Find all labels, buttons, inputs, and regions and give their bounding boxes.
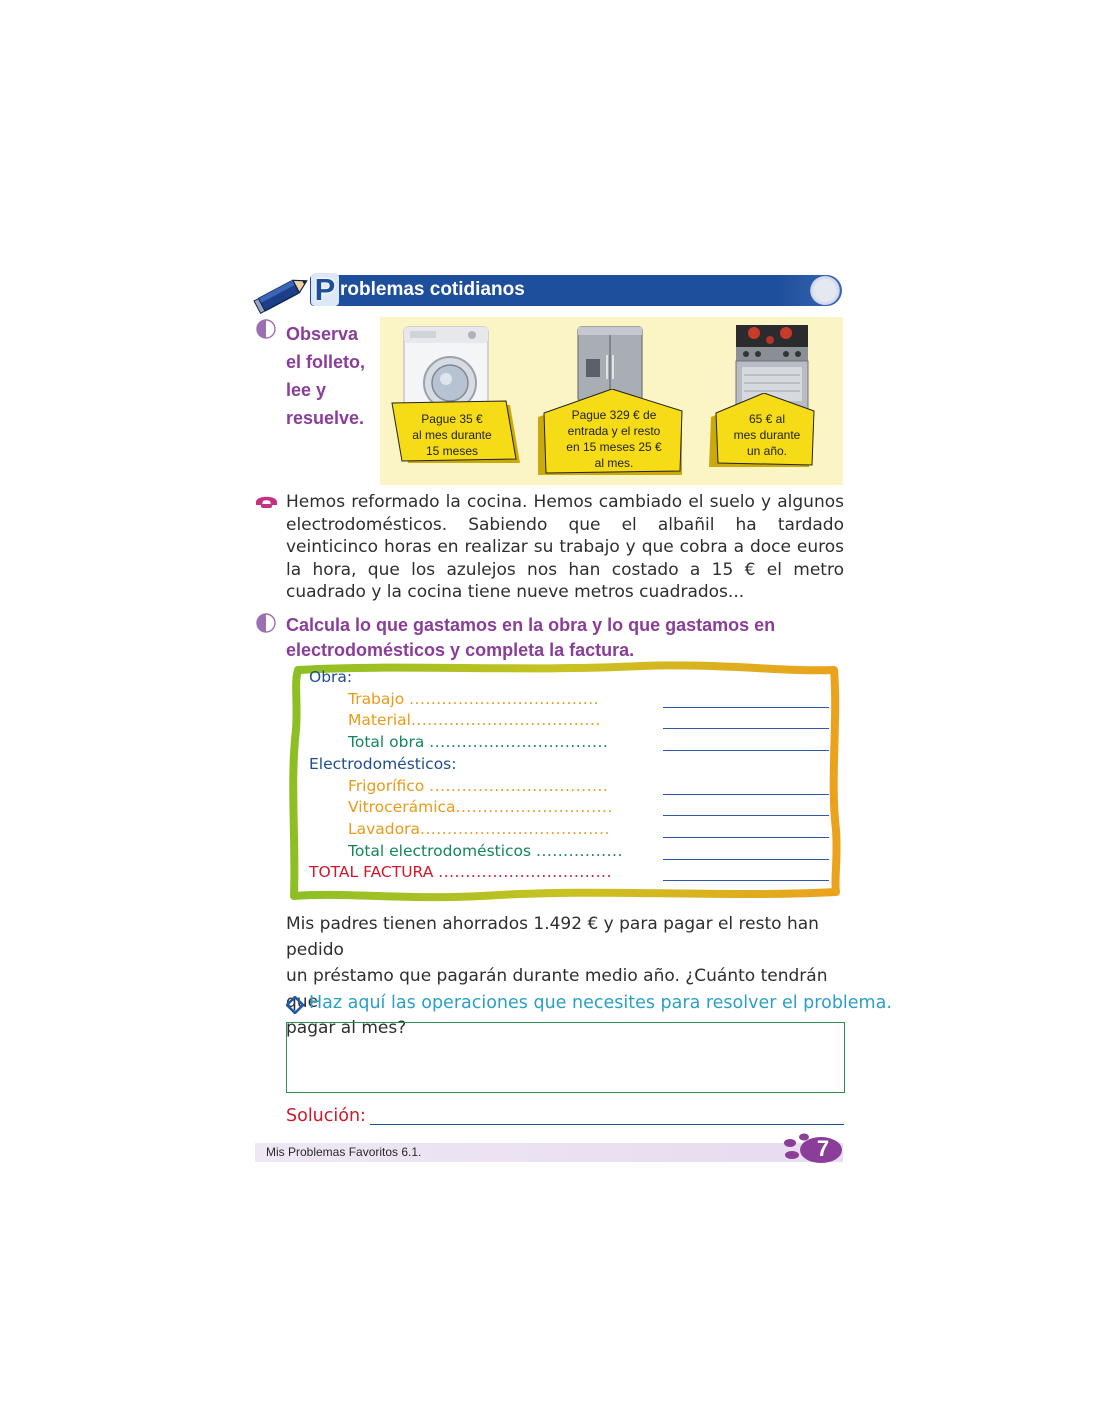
diamond-bullet-icon bbox=[286, 996, 304, 1014]
tag-line: Pague 329 € de bbox=[571, 408, 657, 422]
tag-line: entrada y el resto bbox=[567, 424, 661, 438]
invoice-row bbox=[309, 863, 612, 881]
tag-line: mes durante bbox=[733, 428, 801, 442]
page-number: 7 bbox=[816, 1136, 830, 1161]
invoice-row-label: Total obra bbox=[348, 733, 430, 752]
invoice-row-dots: ................................. bbox=[429, 776, 609, 795]
observe-instruction bbox=[286, 320, 365, 432]
tag-line: un año. bbox=[746, 444, 788, 458]
invoice-answer-line[interactable] bbox=[663, 859, 829, 860]
solution-answer-line[interactable] bbox=[370, 1124, 844, 1125]
header-title-initial: P bbox=[311, 273, 339, 306]
tag-line: 65 € al bbox=[748, 412, 786, 426]
invoice-row-label: Frigorífico bbox=[348, 776, 430, 795]
solution-label: Solución: bbox=[286, 1106, 366, 1126]
calculate-instruction bbox=[286, 613, 775, 662]
invoice-row bbox=[348, 820, 610, 838]
problem-statement: Hemos reformado la cocina. Hemos cambiado el suelo y algunos electrodomésticos. Sabiendo que el albañil ha tardado veinticinco horas en realizar su trabajo y que cobra a doce euros la hora, que los azulejos nos han costado a 15 € el metro cuadrado y la cocina tiene nueve metros cuadrados... bbox=[286, 492, 844, 603]
invoice-row bbox=[348, 777, 608, 795]
invoice-answer-line[interactable] bbox=[663, 815, 829, 816]
instruction-line: el folleto, bbox=[286, 352, 366, 372]
invoice-answer-line[interactable] bbox=[663, 707, 829, 708]
invoice-answer-line[interactable] bbox=[663, 750, 829, 751]
question-line: un préstamo que pagarán durante medio año. ¿Cuánto tendrán que bbox=[286, 966, 828, 1012]
instruction-line: Calcula lo que gastamos en la obra y lo que gastamos en bbox=[286, 615, 776, 635]
invoice-row bbox=[309, 755, 456, 773]
question-line: pagar al mes? bbox=[286, 1018, 407, 1038]
pencil-icon bbox=[252, 272, 312, 316]
invoice-row bbox=[348, 798, 613, 816]
operations-work-area[interactable] bbox=[286, 1022, 845, 1093]
invoice-row-label: Vitrocerámica bbox=[348, 798, 456, 817]
invoice-answer-line[interactable] bbox=[663, 728, 829, 729]
invoice-row bbox=[309, 668, 352, 686]
tag-line: Pague 35 € bbox=[421, 412, 483, 426]
instruction-line: resuelve. bbox=[286, 408, 365, 428]
invoice-row-label: TOTAL FACTURA bbox=[309, 863, 439, 882]
operations-hint: Haz aquí las operaciones que necesites para resolver el problema. bbox=[309, 993, 892, 1013]
instruction-line: electrodomésticos y completa la factura. bbox=[286, 639, 635, 660]
book-title: Mis Problemas Favoritos 6.1. bbox=[266, 1145, 422, 1159]
invoice-row-dots: ................................... bbox=[420, 819, 610, 838]
invoice-answer-line[interactable] bbox=[663, 794, 829, 795]
invoice-row bbox=[348, 711, 601, 729]
invoice-row-dots: ................................. bbox=[429, 733, 609, 752]
invoice-row-dots: ................................... bbox=[409, 689, 600, 708]
price-tag-washing-machine bbox=[402, 411, 502, 459]
invoice-row bbox=[348, 733, 608, 751]
invoice-row-dots: ................ bbox=[536, 841, 623, 860]
invoice-row-label: Lavadora bbox=[348, 819, 420, 838]
invoice-row-label: Material bbox=[348, 711, 411, 730]
instruction-line: Observa bbox=[286, 324, 359, 344]
invoice-row-label: Trabajo bbox=[348, 689, 410, 708]
half-circle-bullet-icon bbox=[256, 319, 276, 339]
question-line: Mis padres tienen ahorrados 1.492 € y para pagar el resto han pedido bbox=[286, 914, 819, 960]
invoice-row bbox=[348, 690, 599, 708]
tag-line: 15 meses bbox=[425, 444, 479, 458]
instruction-line: lee y bbox=[286, 380, 327, 400]
invoice-row-label: Total electrodomésticos bbox=[348, 841, 537, 860]
invoice-answer-line[interactable] bbox=[663, 880, 829, 881]
telephone-icon bbox=[254, 492, 279, 510]
tag-line: al mes durante bbox=[412, 428, 492, 442]
invoice-answer-line[interactable] bbox=[663, 837, 829, 838]
page-title: roblemas cotidianos bbox=[340, 279, 525, 300]
tag-line: al mes. bbox=[594, 456, 634, 470]
tag-line: en 15 meses 25 € bbox=[566, 440, 662, 454]
price-tag-cooker bbox=[722, 411, 812, 459]
invoice-row-label: Electrodomésticos: bbox=[309, 754, 457, 773]
half-circle-bullet-icon bbox=[256, 613, 276, 633]
invoice-row-dots: ................................ bbox=[438, 863, 612, 882]
invoice-row-dots: ............................. bbox=[455, 798, 613, 817]
price-tag-fridge bbox=[550, 407, 678, 471]
invoice-row bbox=[348, 842, 623, 860]
invoice-row-label: Obra: bbox=[309, 668, 353, 686]
invoice-row-dots: ................................... bbox=[410, 711, 601, 730]
appliance-flyer bbox=[380, 317, 843, 485]
